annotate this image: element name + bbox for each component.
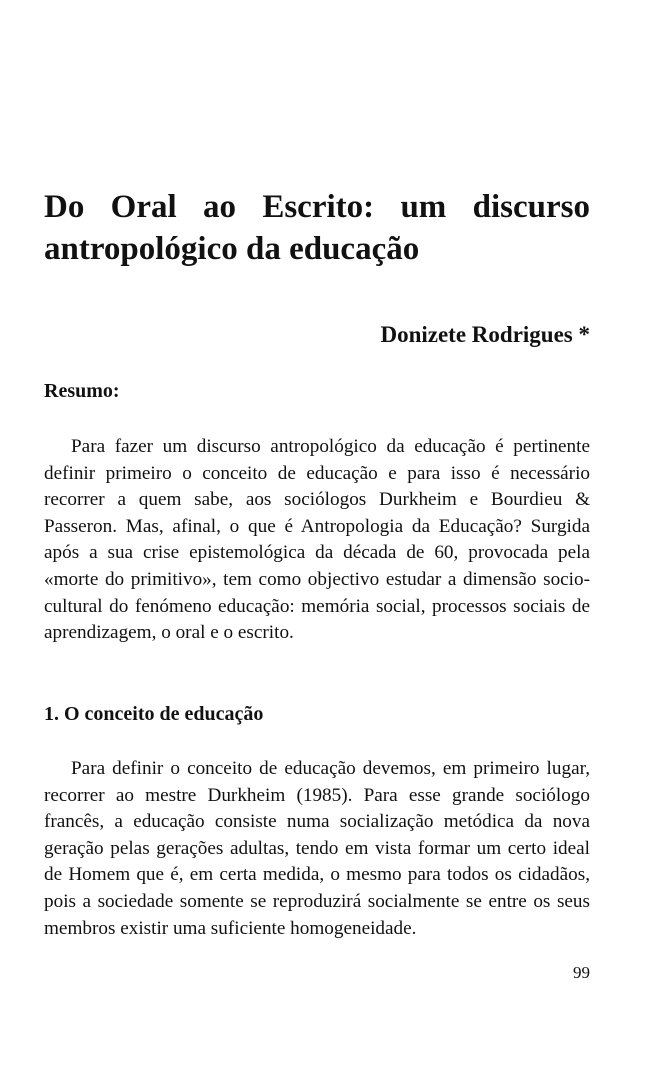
title-word: Oral xyxy=(110,189,177,225)
section-heading: 1. O conceito de educação xyxy=(44,703,264,725)
document-page xyxy=(44,0,590,1091)
title-line-2: antropológico da educação xyxy=(44,231,420,267)
title-word: Escrito: xyxy=(262,189,375,225)
title-word: um xyxy=(400,189,447,225)
abstract-heading: Resumo: xyxy=(44,380,120,402)
article-title xyxy=(44,186,590,270)
title-word: Do xyxy=(44,189,85,225)
title-line-1 xyxy=(44,186,590,228)
title-word: discurso xyxy=(472,189,590,225)
section-paragraph: Para definir o conceito de educação devemos, em primeiro lugar, recorrer ao mestre Durkheim (1985). Para esse grande sociólogo francês, a educação consiste numa socialização metódica da nova geração pelas gerações adultas, tendo em vista formar um certo ideal de Homem que é, em certa medida, o mesmo para todos os cidadãos, pois a sociedade somente se reproduzirá socialmente se entre os seus membros existir uma suficiente homogeneidade. xyxy=(44,758,590,939)
page-number: 99 xyxy=(573,963,590,982)
abstract-paragraph: Para fazer um discurso antropológico da educação é pertinente definir primeiro o conceito de educação e para isso é necessário recorrer a quem sabe, aos sociólogos Durkheim e Bourdieu & Passeron. Mas, afinal, o que é Antropologia da Educação? Surgida após a sua crise epistemológica da década de 60, provocada pela «morte do primitivo», tem como objectivo estudar a dimensão socio-cultural do fenómeno educação: memória social, processos sociais de aprendizagem, o oral e o escrito. xyxy=(44,436,590,644)
author-name: Donizete Rodrigues * xyxy=(380,322,590,347)
title-word: ao xyxy=(202,189,236,225)
